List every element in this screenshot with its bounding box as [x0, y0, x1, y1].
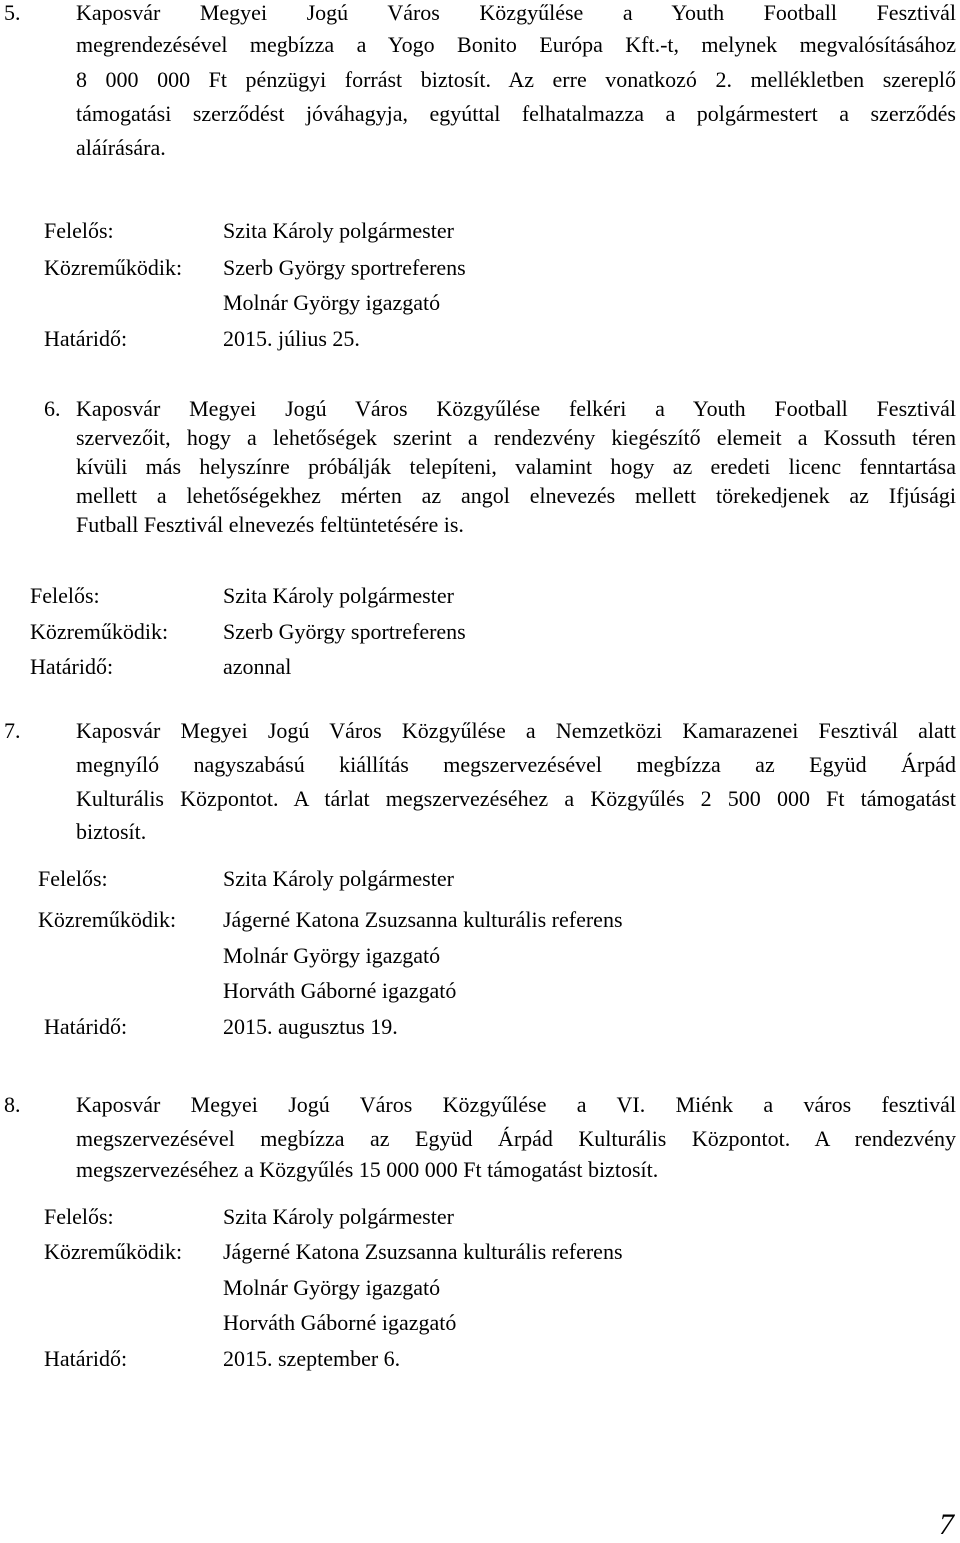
paragraph-line: megnyíló nagyszabású kiállítás megszervezésével megbízza az Együd Árpád	[76, 752, 956, 777]
paragraph-line: Kulturális Központot. A tárlat megszervezéséhez a Közgyűlés 2 500 000 Ft támogatást	[76, 786, 956, 811]
label-felelos: Felelős:	[44, 1204, 114, 1229]
label-felelos: Felelős:	[44, 218, 114, 243]
label-hatarido: Határidő:	[44, 1014, 128, 1039]
label-kozremukodik: Közreműködik:	[30, 619, 169, 644]
label-hatarido: Határidő:	[30, 654, 114, 679]
label-kozremukodik: Közreműködik:	[44, 255, 183, 280]
paragraph-line: 8 000 000 Ft pénzügyi forrást biztosít. Az erre vonatkozó 2. mellékletben szereplő	[76, 67, 956, 92]
paragraph-line: megszervezéséhez a Közgyűlés 15 000 000 Ft támogatást biztosít.	[76, 1157, 659, 1182]
value-hatarido: 2015. július 25.	[223, 326, 360, 351]
label-hatarido: Határidő:	[44, 326, 128, 351]
value-hatarido: 2015. szeptember 6.	[223, 1346, 401, 1371]
value-kozremukodik: Szerb György sportreferens	[223, 255, 466, 280]
paragraph-line: biztosít.	[76, 819, 147, 844]
value-kozremukodik: Molnár György igazgató	[223, 943, 441, 968]
paragraph-line: mellett a lehetőségekhez mérten az angol elnevezés mellett törekedjenek az Ifjúsági	[76, 483, 956, 508]
paragraph-line: támogatási szerződést jóváhagyja, egyúttal felhatalmazza a polgármestert a szerződés	[76, 101, 956, 126]
label-hatarido: Határidő:	[44, 1346, 128, 1371]
paragraph-line: megrendezésével megbízza a Yogo Bonito Európa Kft.-t, melynek megvalósításához	[76, 32, 956, 57]
label-felelos: Felelős:	[38, 866, 108, 891]
item-number: 5.	[4, 0, 21, 25]
paragraph-line: Kaposvár Megyei Jogú Város Közgyűlése felkéri a Youth Football Fesztivál	[76, 396, 956, 421]
label-kozremukodik: Közreműködik:	[38, 907, 177, 932]
paragraph-line: Kaposvár Megyei Jogú Város Közgyűlése a Youth Football Fesztivál	[76, 0, 956, 25]
label-kozremukodik: Közreműködik:	[44, 1239, 183, 1264]
paragraph-line: Kaposvár Megyei Jogú Város Közgyűlése a Nemzetközi Kamarazenei Fesztivál alatt	[76, 718, 956, 743]
paragraph-line: Kaposvár Megyei Jogú Város Közgyűlése a VI. Miénk a város fesztivál	[76, 1092, 956, 1117]
item-number: 6.	[44, 396, 61, 421]
value-kozremukodik: Molnár György igazgató	[223, 1275, 441, 1300]
value-felelos: Szita Károly polgármester	[223, 866, 454, 891]
item-number: 7.	[4, 718, 21, 743]
label-felelos: Felelős:	[30, 583, 100, 608]
page-number: 7	[939, 1508, 954, 1541]
value-kozremukodik: Horváth Gáborné igazgató	[223, 978, 457, 1003]
paragraph-line: Futball Fesztivál elnevezés feltüntetésére is.	[76, 512, 464, 537]
value-hatarido: 2015. augusztus 19.	[223, 1014, 398, 1039]
value-kozremukodik: Jágerné Katona Zsuzsanna kulturális referens	[223, 1239, 623, 1264]
paragraph-line: aláírására.	[76, 135, 166, 160]
value-kozremukodik: Szerb György sportreferens	[223, 619, 466, 644]
value-felelos: Szita Károly polgármester	[223, 583, 454, 608]
value-kozremukodik: Molnár György igazgató	[223, 290, 441, 315]
paragraph-line: kívüli más helyszínre próbálják telepíteni, valamint hogy az eredeti licenc fenntartása	[76, 454, 956, 479]
value-hatarido: azonnal	[223, 654, 292, 679]
value-felelos: Szita Károly polgármester	[223, 1204, 454, 1229]
item-number: 8.	[4, 1092, 21, 1117]
paragraph-line: szervezőit, hogy a lehetőségek szerint a rendezvény kiegészítő elemeit a Kossuth téren	[76, 425, 956, 450]
paragraph-line: megszervezésével megbízza az Együd Árpád Kulturális Központot. A rendezvény	[76, 1126, 956, 1151]
value-kozremukodik: Horváth Gáborné igazgató	[223, 1310, 457, 1335]
value-kozremukodik: Jágerné Katona Zsuzsanna kulturális referens	[223, 907, 623, 932]
value-felelos: Szita Károly polgármester	[223, 218, 454, 243]
